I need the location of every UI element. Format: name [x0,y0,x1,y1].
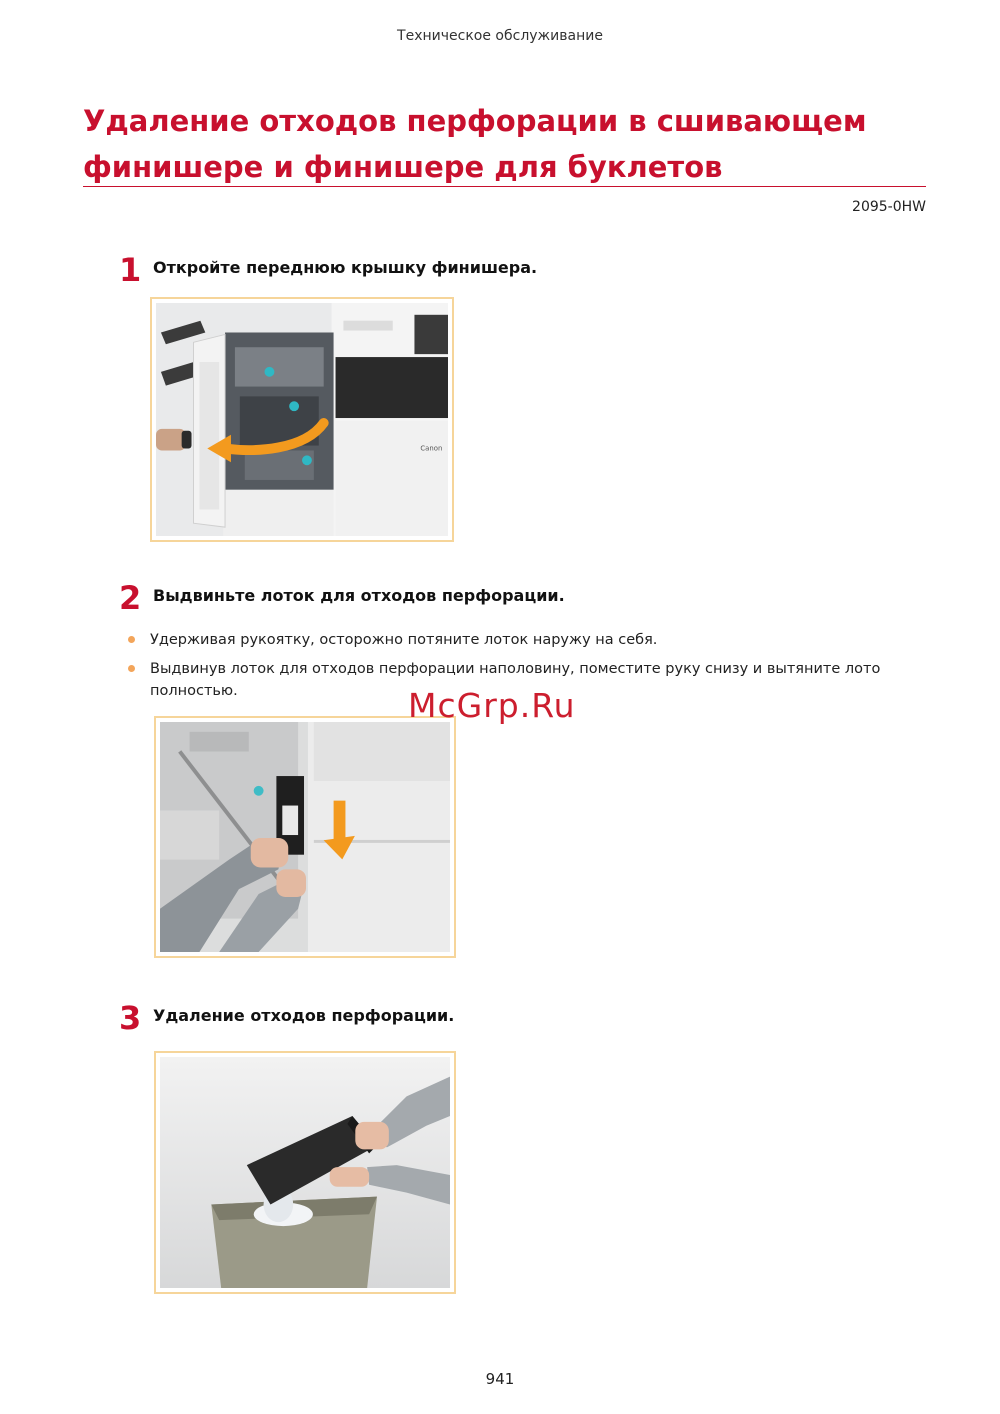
step-2-bullet-2-continuation: полностью. [150,683,238,699]
step-3-photo [154,1051,456,1294]
bullet-marker [128,636,135,643]
page-title [83,98,926,190]
document-code: 2095-0HW [852,199,926,215]
step-1-photo [150,297,454,542]
step-2-photo [154,716,456,958]
title-underline [83,186,926,187]
running-header: Техническое обслуживание [397,28,603,44]
step-2-number: 2 [119,579,142,617]
step-3-title: Удаление отходов перфорации. [153,1006,455,1025]
brand-logo: Canon [420,444,443,453]
step-2-bullet-1: Удерживая рукоятку, осторожно потяните лоток наружу на себя. [150,632,658,648]
step-1-title: Откройте переднюю крышку финишера. [153,258,538,277]
step-3-number: 3 [119,999,142,1037]
page-title-line-2: финишере и финишере для буклетов [83,150,723,184]
page-number: 941 [485,1370,515,1388]
watermark: McGrp.Ru [408,686,576,725]
bullet-marker [128,665,135,672]
page-title-line-1: Удаление отходов перфорации в сшивающем [83,104,867,138]
step-2-title: Выдвиньте лоток для отходов перфорации. [153,586,565,605]
step-1-number: 1 [119,251,142,289]
step-2-bullet-2: Выдвинув лоток для отходов перфорации наполовину, поместите руку снизу и вытяните лото [150,661,881,677]
